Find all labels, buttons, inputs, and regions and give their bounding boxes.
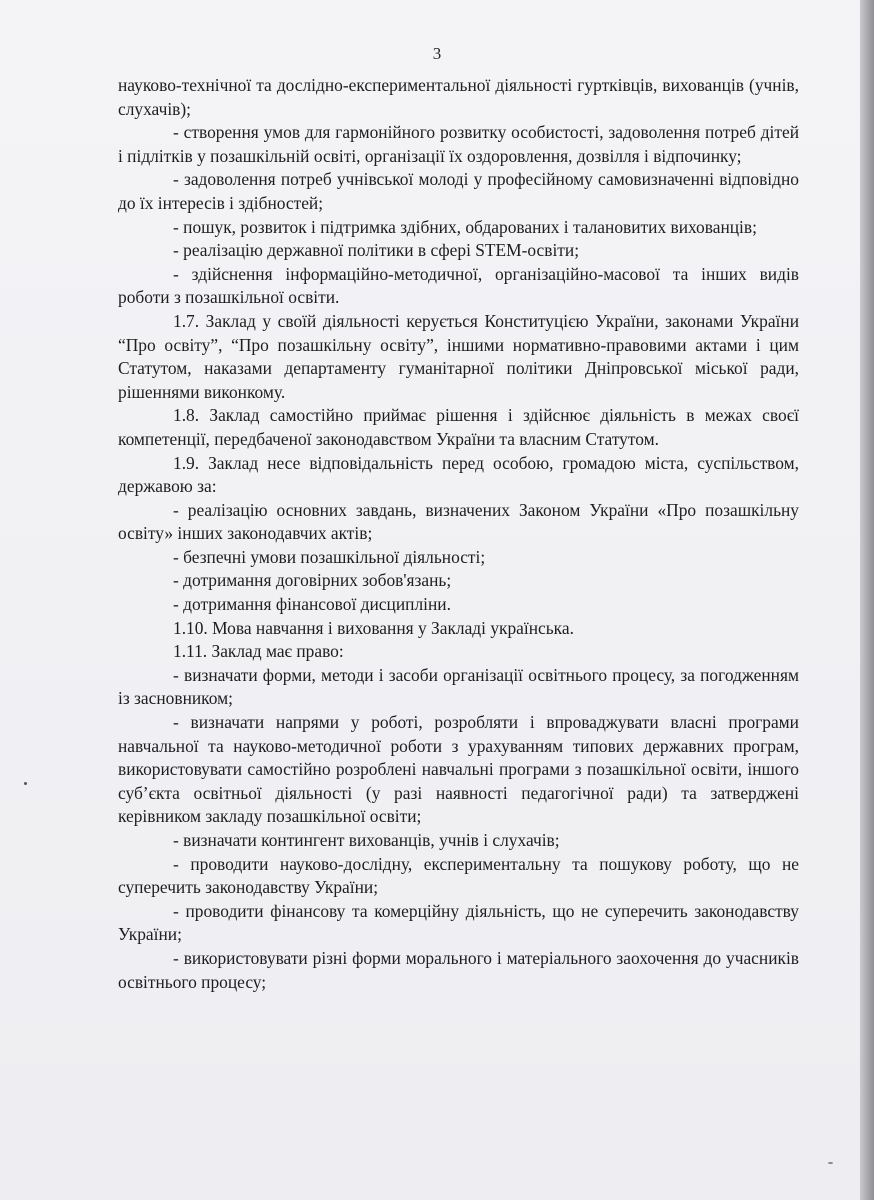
- paragraph: - визначати форми, методи і засоби організації освітнього процесу, за погодженням із засновником;: [118, 664, 799, 709]
- paragraph: - задоволення потреб учнівської молоді у професійному самовизначенні відповідно до їх інтересів і здібностей;: [118, 169, 799, 213]
- paragraph: - проводити фінансову та комерційну діяльність, що не суперечить законодавству України;: [118, 900, 799, 945]
- paragraph: 1.10. Мова навчання і виховання у Закладі українська.: [173, 617, 574, 638]
- paragraph: - пошук, розвиток і підтримка здібних, обдарованих і талановитих вихованців;: [173, 216, 757, 237]
- paragraph: - дотримання фінансової дисципліни.: [173, 594, 451, 615]
- paragraph: - проводити науково-дослідну, експериментальну та пошукову роботу, що не суперечить законодавству України;: [118, 853, 799, 898]
- paragraph: 1.11. Заклад має право:: [173, 641, 344, 662]
- paragraph: - реалізацію основних завдань, визначених Законом України «Про позашкільну освіту» інших законодавчих актів;: [118, 499, 799, 544]
- page-number: 3: [432, 44, 442, 63]
- paragraph: - дотримання договірних зобов'язань;: [173, 570, 452, 591]
- paragraph: - визначати контингент вихованців, учнів і слухачів;: [173, 830, 560, 850]
- paper-edge-shadow: [860, 0, 874, 1200]
- document-body: [118, 74, 799, 994]
- paragraph: - використовувати різні форми морального і матеріального заохочення до учасників освітнього процесу;: [118, 947, 799, 992]
- paragraph: - створення умов для гармонійного розвитку особистості, задоволення потреб дітей і підлітків у позашкільній освіті, організації їх оздоровлення, дозвілля і відпочинку;: [118, 122, 799, 166]
- paragraph: 1.7. Заклад у своїй діяльності керується Конституцією України, законами України “Про освіту”, “Про позашкільну освіту”, іншими нормативно-правовими актами і цим Статутом, наказами департаменту гуманітарної політики Дніпровської міської ради, рішеннями виконкому.: [118, 310, 799, 402]
- paragraph: 1.9. Заклад несе відповідальність перед особою, громадою міста, суспільством, державою за:: [118, 452, 799, 497]
- paragraph: - безпечні умови позашкільної діяльності;: [173, 546, 486, 567]
- paragraph: - здійснення інформаційно-методичної, організаційно-масової та інших видів роботи з позашкільної освіти.: [118, 263, 799, 308]
- paragraph: науково-технічної та дослідно-експериментальної діяльності гуртківців, вихованців (учнів, слухачів);: [118, 75, 799, 119]
- paragraph: - визначати напрями у роботі, розробляти і впроваджувати власні програми навчальної та науково-методичної роботи з урахуванням типових державних програм, використовувати самостійно розроблені навчальні програми з позашкільної освіти, іншого суб’єкта освітньої діяльності (у разі наявності педагогічної ради) та затверджені керівником закладу позашкільної освіти;: [118, 712, 799, 827]
- scan-speck: [24, 782, 27, 785]
- paragraph: 1.8. Заклад самостійно приймає рішення і здійснює діяльність в межах своєї компетенції, передбаченої законодавством України та власним Статутом.: [118, 405, 799, 449]
- paragraph: - реалізацію державної політики в сфері STEM-освіти;: [173, 240, 580, 261]
- scan-speck: [828, 1162, 833, 1164]
